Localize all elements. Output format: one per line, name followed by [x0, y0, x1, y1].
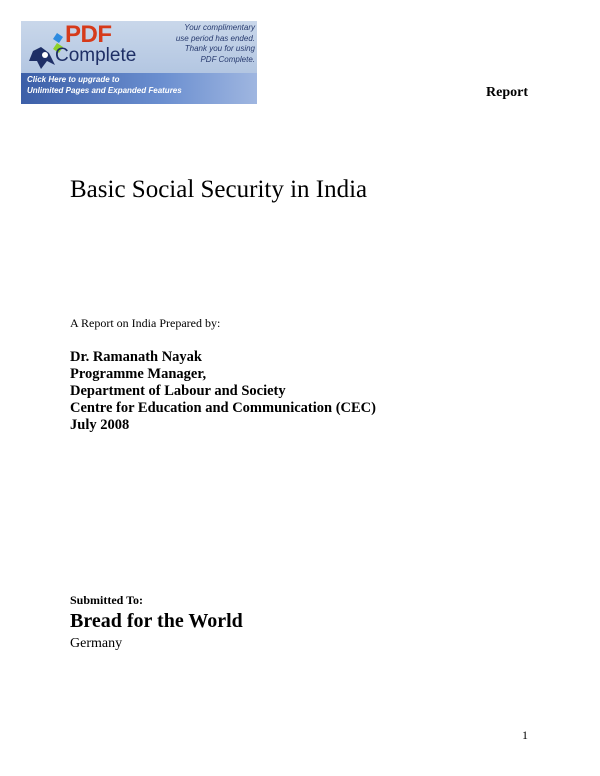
- author-organization: Centre for Education and Communication (CEC): [70, 400, 376, 416]
- banner-message: [147, 23, 255, 65]
- document-title: Basic Social Security in India: [70, 176, 368, 203]
- author-role: Programme Manager,: [70, 366, 207, 382]
- author-department: Department of Labour and Society: [70, 383, 286, 399]
- banner-message-line: Your complimentary: [184, 23, 255, 32]
- banner-brand-pdf: PDF: [65, 21, 112, 48]
- upgrade-link[interactable]: [21, 73, 257, 104]
- recipient-country: Germany: [70, 636, 123, 651]
- upgrade-link-line[interactable]: Click Here to upgrade to: [27, 75, 120, 84]
- author-name: Dr. Ramanath Nayak: [70, 349, 202, 365]
- prepared-by-line: A Report on India Prepared by:: [70, 316, 221, 330]
- banner-brand-complete: Complete: [55, 45, 137, 66]
- pdf-complete-banner[interactable]: [21, 21, 257, 104]
- banner-message-line: Thank you for using: [184, 44, 255, 53]
- report-date: July 2008: [70, 417, 130, 433]
- page-number: 1: [522, 728, 528, 742]
- banner-message-line: use period has ended.: [175, 33, 255, 43]
- recipient-name: Bread for the World: [70, 610, 243, 632]
- upgrade-link-line[interactable]: Unlimited Pages and Expanded Features: [27, 86, 182, 95]
- banner-message-line: PDF Complete.: [200, 54, 255, 64]
- submitted-to-label: Submitted To:: [70, 593, 144, 607]
- header-report-label: Report: [486, 85, 528, 100]
- author-block: [70, 349, 376, 434]
